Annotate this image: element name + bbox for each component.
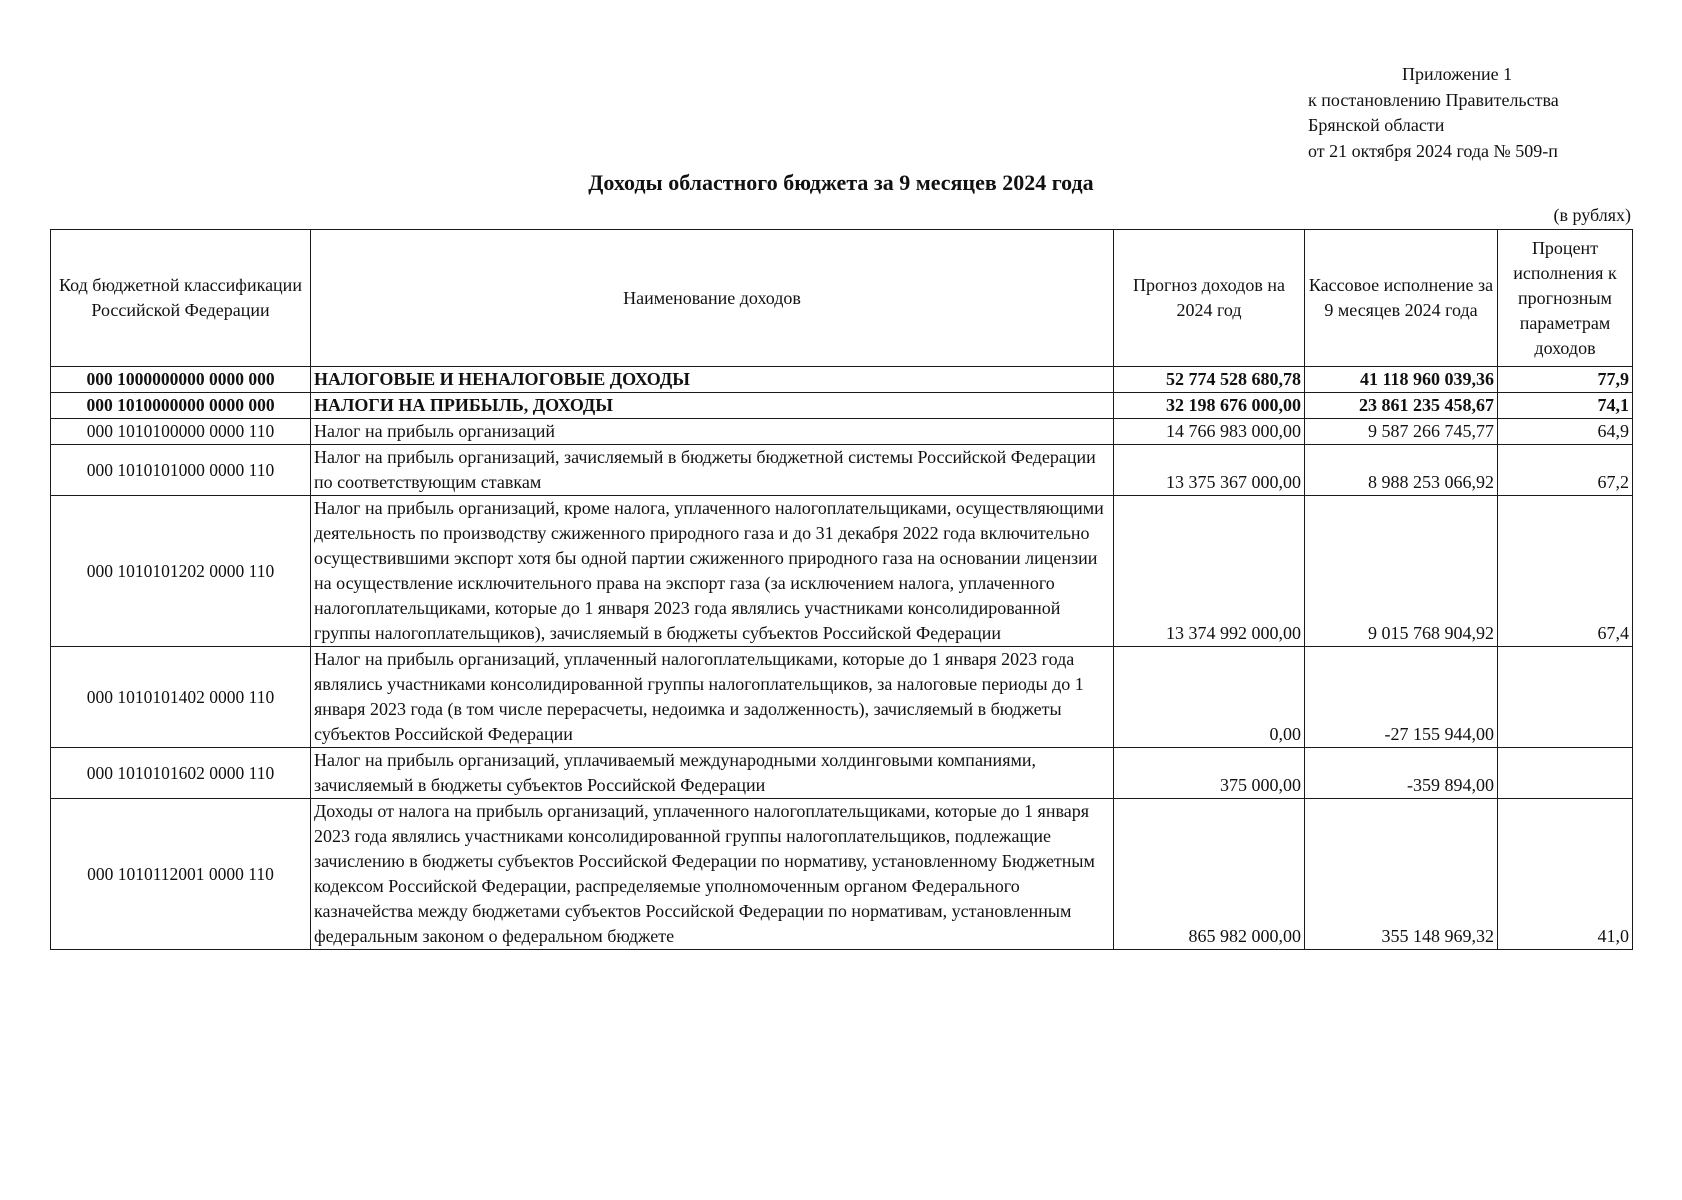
row-percent: [1498, 647, 1633, 748]
row-percent: 67,2: [1498, 445, 1633, 496]
appendix-line-1: Приложение 1: [1402, 64, 1513, 84]
column-header-actual: Кассовое исполнение за 9 месяцев 2024 года: [1305, 230, 1498, 367]
table-header-row: [51, 230, 1633, 367]
row-code: 000 1010101000 0000 110: [51, 445, 311, 496]
table-row: [51, 367, 1633, 393]
row-actual: -27 155 944,00: [1305, 647, 1498, 748]
row-name: НАЛОГИ НА ПРИБЫЛЬ, ДОХОДЫ: [311, 393, 1114, 419]
row-actual: 9 587 266 745,77: [1305, 419, 1498, 445]
revenue-table: [50, 229, 1633, 950]
row-forecast: 865 982 000,00: [1114, 799, 1305, 950]
appendix-line-4: от 21 октября 2024 года № 509-п: [1308, 140, 1558, 161]
row-percent: 64,9: [1498, 419, 1633, 445]
column-header-percent: Процент исполнения к прогнозным параметрам доходов: [1498, 230, 1633, 367]
table-row: [51, 445, 1633, 496]
row-name: Доходы от налога на прибыль организаций, уплаченного налогоплательщиками, которые до 1 января 2023 года являлись участниками консолидированной группы налогоплательщиков, подлежащие зачислению в бюджеты субъектов Российской Федерации по нормативу, установленному Бюджетным кодексом Российской Федерации, распределяемые уполномоченным органом Федерального казначейства между бюджетами субъектов Российской Федерации по нормативам, установленным федеральным законом о федеральном бюджете: [311, 799, 1114, 950]
row-code: 000 1010101602 0000 110: [51, 748, 311, 799]
row-actual: -359 894,00: [1305, 748, 1498, 799]
row-forecast: 13 374 992 000,00: [1114, 496, 1305, 647]
appendix-block: [1308, 62, 1559, 164]
row-actual: 355 148 969,32: [1305, 799, 1498, 950]
row-percent: 41,0: [1498, 799, 1633, 950]
column-header-name: Наименование доходов: [311, 230, 1114, 367]
row-forecast: 32 198 676 000,00: [1114, 393, 1305, 419]
row-name: Налог на прибыль организаций, уплачиваемый международными холдинговыми компаниями, зачисляемый в бюджеты субъектов Российской Федерации: [311, 748, 1114, 799]
row-forecast: 0,00: [1114, 647, 1305, 748]
column-header-code: Код бюджетной классификации Российской Федерации: [51, 230, 311, 367]
row-forecast: 375 000,00: [1114, 748, 1305, 799]
row-name: Налог на прибыль организаций, зачисляемый в бюджеты бюджетной системы Российской Федерации по соответствующим ставкам: [311, 445, 1114, 496]
row-name: Налог на прибыль организаций: [311, 419, 1114, 445]
row-name: НАЛОГОВЫЕ И НЕНАЛОГОВЫЕ ДОХОДЫ: [311, 367, 1114, 393]
row-percent: 67,4: [1498, 496, 1633, 647]
row-code: 000 1010100000 0000 110: [51, 419, 311, 445]
row-forecast: 14 766 983 000,00: [1114, 419, 1305, 445]
table-row: [51, 393, 1633, 419]
table-row: [51, 748, 1633, 799]
row-code: 000 1010101402 0000 110: [51, 647, 311, 748]
row-actual: 8 988 253 066,92: [1305, 445, 1498, 496]
row-forecast: 13 375 367 000,00: [1114, 445, 1305, 496]
row-name: Налог на прибыль организаций, кроме налога, уплаченного налогоплательщиками, осуществляющими деятельность по производству сжиженного природного газа и до 31 декабря 2022 года включительно осуществившими экспорт хотя бы одной партии сжиженного природного газа на основании лицензии на осуществление исключительного права на экспорт газа (за исключением налога, уплаченного налогоплательщиками, которые до 1 января 2023 года являлись участниками консолидированной группы налогоплательщиков), зачисляемый в бюджеты субъектов Российской Федерации: [311, 496, 1114, 647]
document-title: Доходы областного бюджета за 9 месяцев 2024 года: [588, 170, 1094, 195]
appendix-line-3: Брянской области: [1308, 115, 1445, 135]
table-row: [51, 647, 1633, 748]
row-code: 000 1010000000 0000 000: [51, 393, 311, 419]
appendix-line-2: к постановлению Правительства: [1308, 89, 1559, 110]
units-note: (в рублях): [1553, 205, 1631, 225]
row-actual: 41 118 960 039,36: [1305, 367, 1498, 393]
table-row: [51, 496, 1633, 647]
row-percent: 77,9: [1498, 367, 1633, 393]
row-percent: 74,1: [1498, 393, 1633, 419]
row-forecast: 52 774 528 680,78: [1114, 367, 1305, 393]
row-name: Налог на прибыль организаций, уплаченный налогоплательщиками, которые до 1 января 2023 года являлись участниками консолидированной группы налогоплательщиков, за налоговые периоды до 1 января 2023 года (в том числе перерасчеты, недоимка и задолженность), зачисляемый в бюджеты субъектов Российской Федерации: [311, 647, 1114, 748]
table-row: [51, 419, 1633, 445]
column-header-forecast: Прогноз доходов на 2024 год: [1114, 230, 1305, 367]
row-actual: 23 861 235 458,67: [1305, 393, 1498, 419]
row-actual: 9 015 768 904,92: [1305, 496, 1498, 647]
row-code: 000 1000000000 0000 000: [51, 367, 311, 393]
table-row: [51, 799, 1633, 950]
row-code: 000 1010101202 0000 110: [51, 496, 311, 647]
row-code: 000 1010112001 0000 110: [51, 799, 311, 950]
row-percent: [1498, 748, 1633, 799]
